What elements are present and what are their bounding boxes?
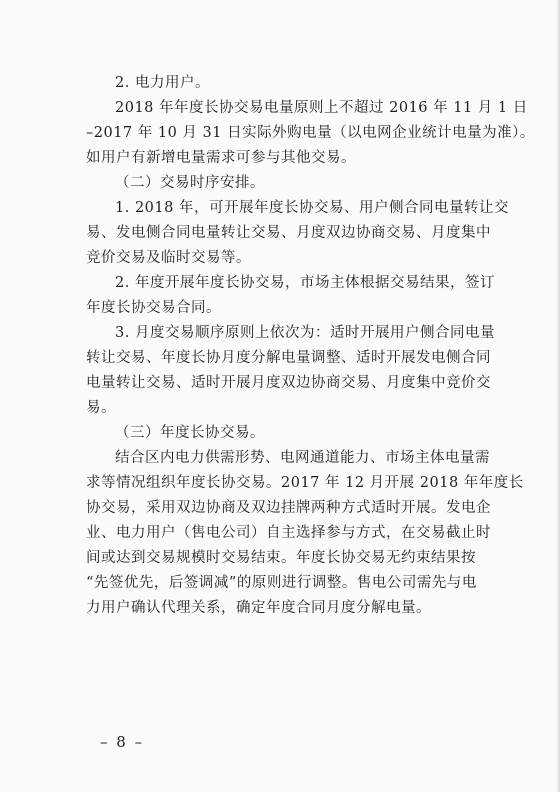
text-line: 结合区内电力供需形势、电网通道能力、市场主体电量需 (115, 450, 490, 466)
text-line: 1. 2018 年，可开展年度长协交易、用户侧合同电量转让交 (115, 200, 509, 216)
text-line: 易。 (86, 400, 116, 416)
text-line: 2. 电力用户。 (115, 75, 210, 91)
paragraph-annual-contract-details (86, 446, 524, 621)
text-line: 业、电力用户（售电公司）自主选择参与方式，在交易截止时 (86, 525, 491, 541)
text-line: 2018 年年度长协交易电量原则上不超过 2016 年 11 月 1 日 (115, 100, 528, 116)
text-line: 协交易，采用双边协商及双边挂牌两种方式适时开展。发电企 (86, 500, 491, 516)
text-line: 转让交易、年度长协月度分解电量调整、适时开展发电侧合同 (86, 350, 491, 366)
text-line: 电量转让交易、适时开展月度双边协商交易、月度集中竞价交 (86, 375, 491, 391)
section-heading-annual-contract (86, 421, 494, 446)
text-line: 求等情况组织年度长协交易。2017 年 12 月开展 2018 年年度长 (86, 475, 524, 491)
text-line: 间或达到交易规模时交易结束。年度长协交易无约束结果按 (86, 550, 476, 566)
text-line: 年度长协交易合同。 (86, 300, 221, 316)
text-line: 3. 月度交易顺序原则上依次为：适时开展用户侧合同电量 (115, 325, 495, 341)
text-line: 竞价交易及临时交易等。 (86, 250, 251, 266)
text-line: “先签优先，后签调减”的原则进行调整。售电公司需先与电 (86, 575, 477, 591)
text-line: 力用户确认代理关系，确定年度合同月度分解电量。 (86, 600, 431, 616)
text-line: （三）年度长协交易。 (115, 425, 265, 441)
paragraph-electricity-users-heading (86, 71, 494, 96)
page-number: – 8 – (100, 733, 145, 751)
body-text (86, 71, 535, 621)
text-line: –2017 年 10 月 31 日实际外购电量（以电网企业统计电量为准）。 (86, 125, 535, 141)
paragraph-schedule-item-1 (86, 196, 509, 271)
text-line: 如用户有新增电量需求可参与其他交易。 (86, 150, 356, 166)
paragraph-schedule-item-2 (86, 271, 494, 321)
paragraph-schedule-item-3 (86, 321, 494, 421)
text-line: 2. 年度开展年度长协交易，市场主体根据交易结果，签订 (115, 275, 495, 291)
text-line: （二）交易时序安排。 (115, 175, 265, 191)
text-line: 易、发电侧合同电量转让交易、月度双边协商交易、月度集中 (86, 225, 491, 241)
section-heading-trading-schedule (86, 171, 494, 196)
paragraph-electricity-users-limit (86, 96, 535, 171)
